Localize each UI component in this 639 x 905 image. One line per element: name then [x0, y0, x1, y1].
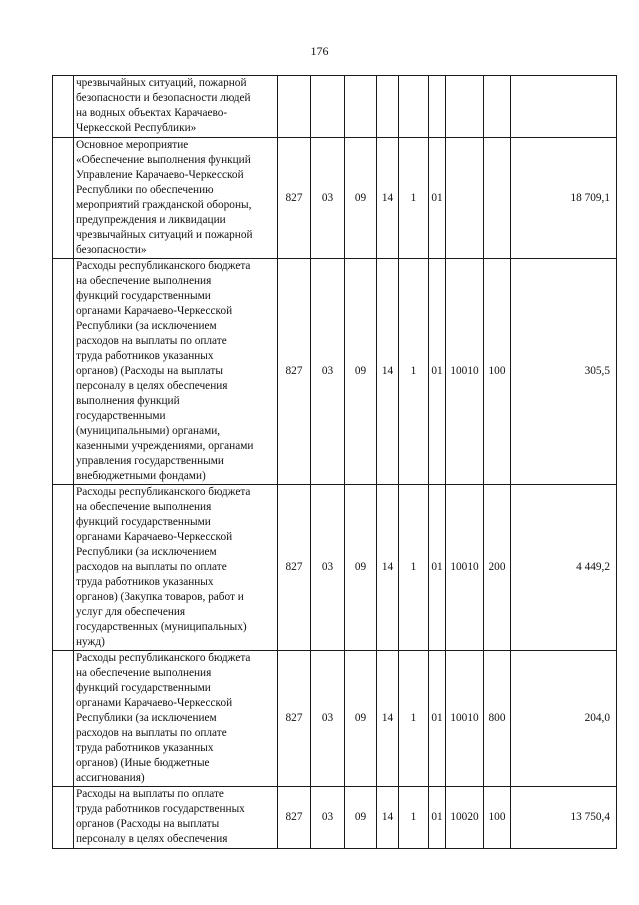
expense-type-cell: [484, 76, 511, 138]
direction-code-cell: [446, 76, 484, 138]
section-code-cell: 03: [311, 138, 345, 259]
item-name-cell: Расходы республиканского бюджета на обеспечение выполнения функций государственными органами Карачаево-Черкесской Республики (за исключением расходов на выплаты по оплате труда работников указанных органов) (Закупка товаров, работ и услуг для обеспечения государственных (муниципальных) нужд): [74, 485, 278, 651]
table-row: [53, 787, 617, 849]
subprogram-code-cell: 1: [399, 259, 429, 485]
row-number-cell: [53, 485, 74, 651]
amount-cell: 4 449,2: [511, 485, 617, 651]
subprogram-code-cell: 1: [399, 787, 429, 849]
program-code-cell: [377, 76, 399, 138]
ministry-code-cell: 827: [278, 485, 311, 651]
ministry-code-cell: 827: [278, 787, 311, 849]
program-code-cell: 14: [377, 651, 399, 787]
event-code-cell: 01: [429, 787, 446, 849]
direction-code-cell: 10010: [446, 259, 484, 485]
row-number-cell: [53, 138, 74, 259]
subprogram-code-cell: 1: [399, 138, 429, 259]
row-number-cell: [53, 651, 74, 787]
amount-cell: 204,0: [511, 651, 617, 787]
item-name-cell: чрезвычайных ситуаций, пожарной безопасности и безопасности людей на водных объектах Карачаево- Черкесской Республики»: [74, 76, 278, 138]
table-row: [53, 485, 617, 651]
ministry-code-cell: 827: [278, 651, 311, 787]
subprogram-code-cell: [399, 76, 429, 138]
event-code-cell: [429, 76, 446, 138]
event-code-cell: 01: [429, 138, 446, 259]
program-code-cell: 14: [377, 138, 399, 259]
table-row: [53, 259, 617, 485]
direction-code-cell: [446, 138, 484, 259]
section-code-cell: 03: [311, 787, 345, 849]
item-name-cell: Расходы республиканского бюджета на обеспечение выполнения функций государственными органами Карачаево-Черкесской Республики (за исключением расходов на выплаты по оплате труда работников указанных органов) (Расходы на выплаты персоналу в целях обеспечения выполнения функций государственными (муниципальными) органами, казенными учреждениями, органами управления государственными внебюджетными фондами): [74, 259, 278, 485]
subprogram-code-cell: 1: [399, 651, 429, 787]
row-number-cell: [53, 76, 74, 138]
expense-type-cell: [484, 138, 511, 259]
row-number-cell: [53, 259, 74, 485]
subsection-code-cell: 09: [345, 485, 377, 651]
subsection-code-cell: 09: [345, 787, 377, 849]
row-number-cell: [53, 787, 74, 849]
table-row: [53, 76, 617, 138]
event-code-cell: 01: [429, 651, 446, 787]
amount-cell: [511, 76, 617, 138]
subsection-code-cell: 09: [345, 259, 377, 485]
amount-cell: 305,5: [511, 259, 617, 485]
table-row: [53, 138, 617, 259]
item-name-cell: Основное мероприятие «Обеспечение выполнения функций Управление Карачаево-Черкесской Республики по обеспечению мероприятий гражданской обороны, предупреждения и ликвидации чрезвычайных ситуаций и пожарной безопасности»: [74, 138, 278, 259]
budget-table: [52, 75, 617, 849]
expense-type-cell: 100: [484, 259, 511, 485]
subsection-code-cell: 09: [345, 138, 377, 259]
expense-type-cell: 100: [484, 787, 511, 849]
subsection-code-cell: 09: [345, 651, 377, 787]
subsection-code-cell: [345, 76, 377, 138]
section-code-cell: [311, 76, 345, 138]
event-code-cell: 01: [429, 259, 446, 485]
direction-code-cell: 10010: [446, 485, 484, 651]
amount-cell: 13 750,4: [511, 787, 617, 849]
program-code-cell: 14: [377, 787, 399, 849]
section-code-cell: 03: [311, 259, 345, 485]
ministry-code-cell: [278, 76, 311, 138]
direction-code-cell: 10020: [446, 787, 484, 849]
section-code-cell: 03: [311, 485, 345, 651]
program-code-cell: 14: [377, 259, 399, 485]
item-name-cell: Расходы республиканского бюджета на обеспечение выполнения функций государственными органами Карачаево-Черкесской Республики (за исключением расходов на выплаты по оплате труда работников указанных органов) (Иные бюджетные ассигнования): [74, 651, 278, 787]
subprogram-code-cell: 1: [399, 485, 429, 651]
program-code-cell: 14: [377, 485, 399, 651]
direction-code-cell: 10010: [446, 651, 484, 787]
page-number: 176: [310, 44, 329, 58]
ministry-code-cell: 827: [278, 138, 311, 259]
item-name-cell: Расходы на выплаты по оплате труда работников государственных органов (Расходы на выплаты персоналу в целях обеспечения: [74, 787, 278, 849]
ministry-code-cell: 827: [278, 259, 311, 485]
expense-type-cell: 200: [484, 485, 511, 651]
table-row: [53, 651, 617, 787]
section-code-cell: 03: [311, 651, 345, 787]
event-code-cell: 01: [429, 485, 446, 651]
amount-cell: 18 709,1: [511, 138, 617, 259]
expense-type-cell: 800: [484, 651, 511, 787]
